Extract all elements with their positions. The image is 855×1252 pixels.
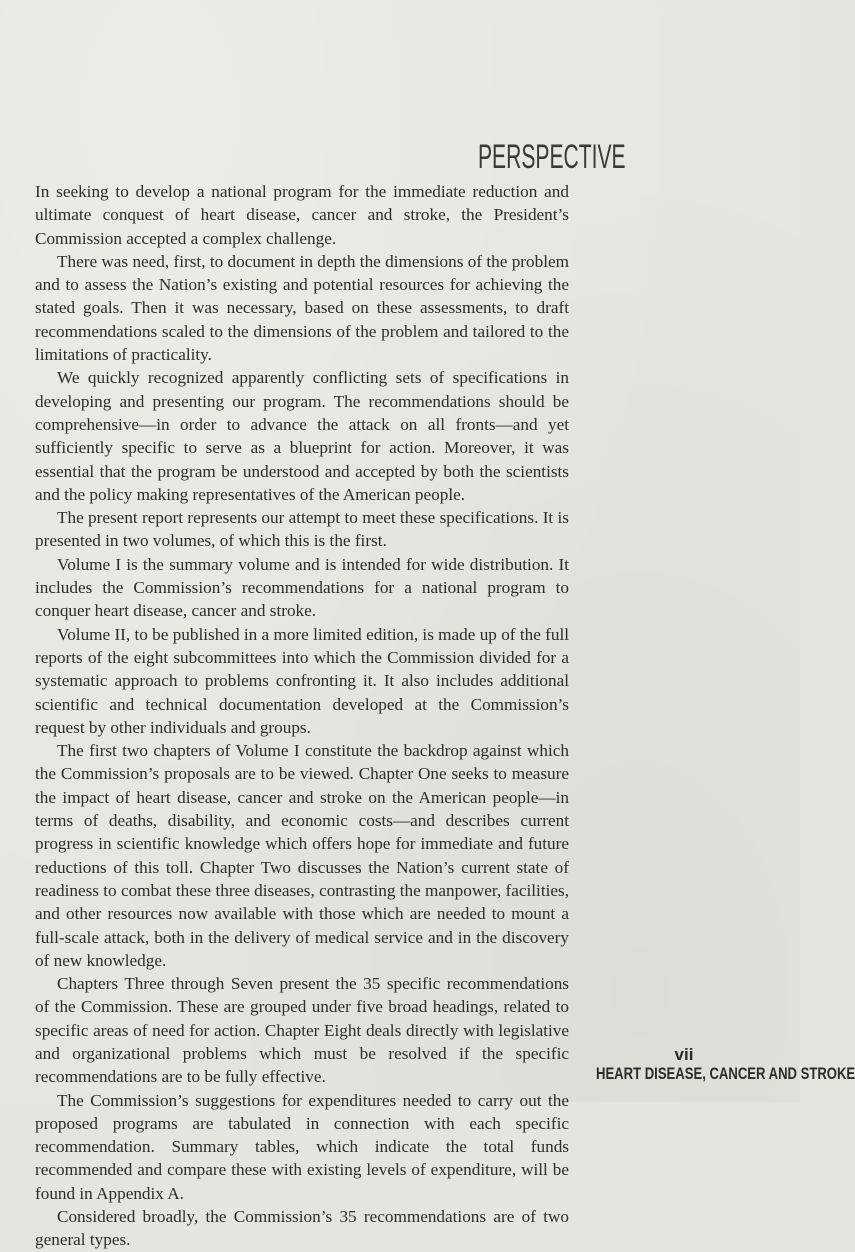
paragraph: Chapters Three through Seven present the 35 specific recommendations of the Commission. These are grouped under five broad headings, related to specific areas of need for action. Chapter Eight deals directly with legislative and organizational problems which must be resolved if the specific recommendations are to be fully effective. [35, 974, 569, 1087]
paragraph: Volume II, to be published in a more limited edition, is made up of the full reports of the eight subcommittees into which the Commission divided for a systematic approach to problems confronting it. It also includes additional scientific and technical documentation developed at the Commission’s request by other individuals and groups. [35, 624, 569, 737]
paragraph: The first two chapters of Volume I constitute the backdrop against which the Commission’s proposals are to be viewed. Chapter One seeks to measure the impact of heart disease, cancer and stroke on the American people—in terms of deaths, disability, and economic costs—and describes current progress in scientific knowledge which offers hope for immediate and future reductions of this toll. Chapter Two discusses the Nation’s current state of readiness to combat these three diseases, contrasting the manpower, facilities, and other resources now available with those which are needed to mount a full-scale attack, both in the delivery of medical service and in the discovery of new knowledge. [35, 741, 569, 970]
page-heading: PERSPECTIVE [478, 138, 626, 176]
paragraph: Considered broadly, the Commission’s 35 recommendations are of two general types. [35, 1207, 569, 1250]
paragraph: There was need, first, to document in depth the dimensions of the problem and to assess the Nation’s existing and potential resources for achieving the stated goals. Then it was necessary, based on these assessments, to draft recommendations scaled to the dimensions of the problem and tailored to the limitations of practicality. [35, 251, 569, 365]
page-number: vii [674, 1045, 694, 1064]
paragraph: We quickly recognized apparently conflicting sets of specifications in developing and presenting our program. The recommendations should be comprehensive—in order to advance the attack on all fronts—and yet sufficiently specific to serve as a blueprint for action. Moreover, it was essential that the program be understood and accepted by both the scientists and the policy making representatives of the American people. [35, 368, 569, 504]
paragraph: The Commission’s suggestions for expenditures needed to carry out the proposed programs are tabulated in connection with each specific recommendation. Summary tables, which indicate the total funds recommended and compare these with existing levels of expenditure, will be found in Appendix A. [35, 1090, 569, 1203]
paragraph: In seeking to develop a national program for the immediate reduction and ultimate conquest of heart disease, cancer and stroke, the President’s Commission accepted a complex challenge. [35, 182, 569, 248]
running-footer-title: HEART DISEASE, CANCER AND STROKE [596, 1064, 855, 1083]
body-text [35, 180, 569, 1252]
paragraph: Volume I is the summary volume and is intended for wide distribution. It includes the Commission’s recommendations for a national program to conquer heart disease, cancer and stroke. [35, 554, 569, 621]
paragraph: The present report represents our attempt to meet these specifications. It is presented in two volumes, of which this is the first. [35, 508, 569, 551]
